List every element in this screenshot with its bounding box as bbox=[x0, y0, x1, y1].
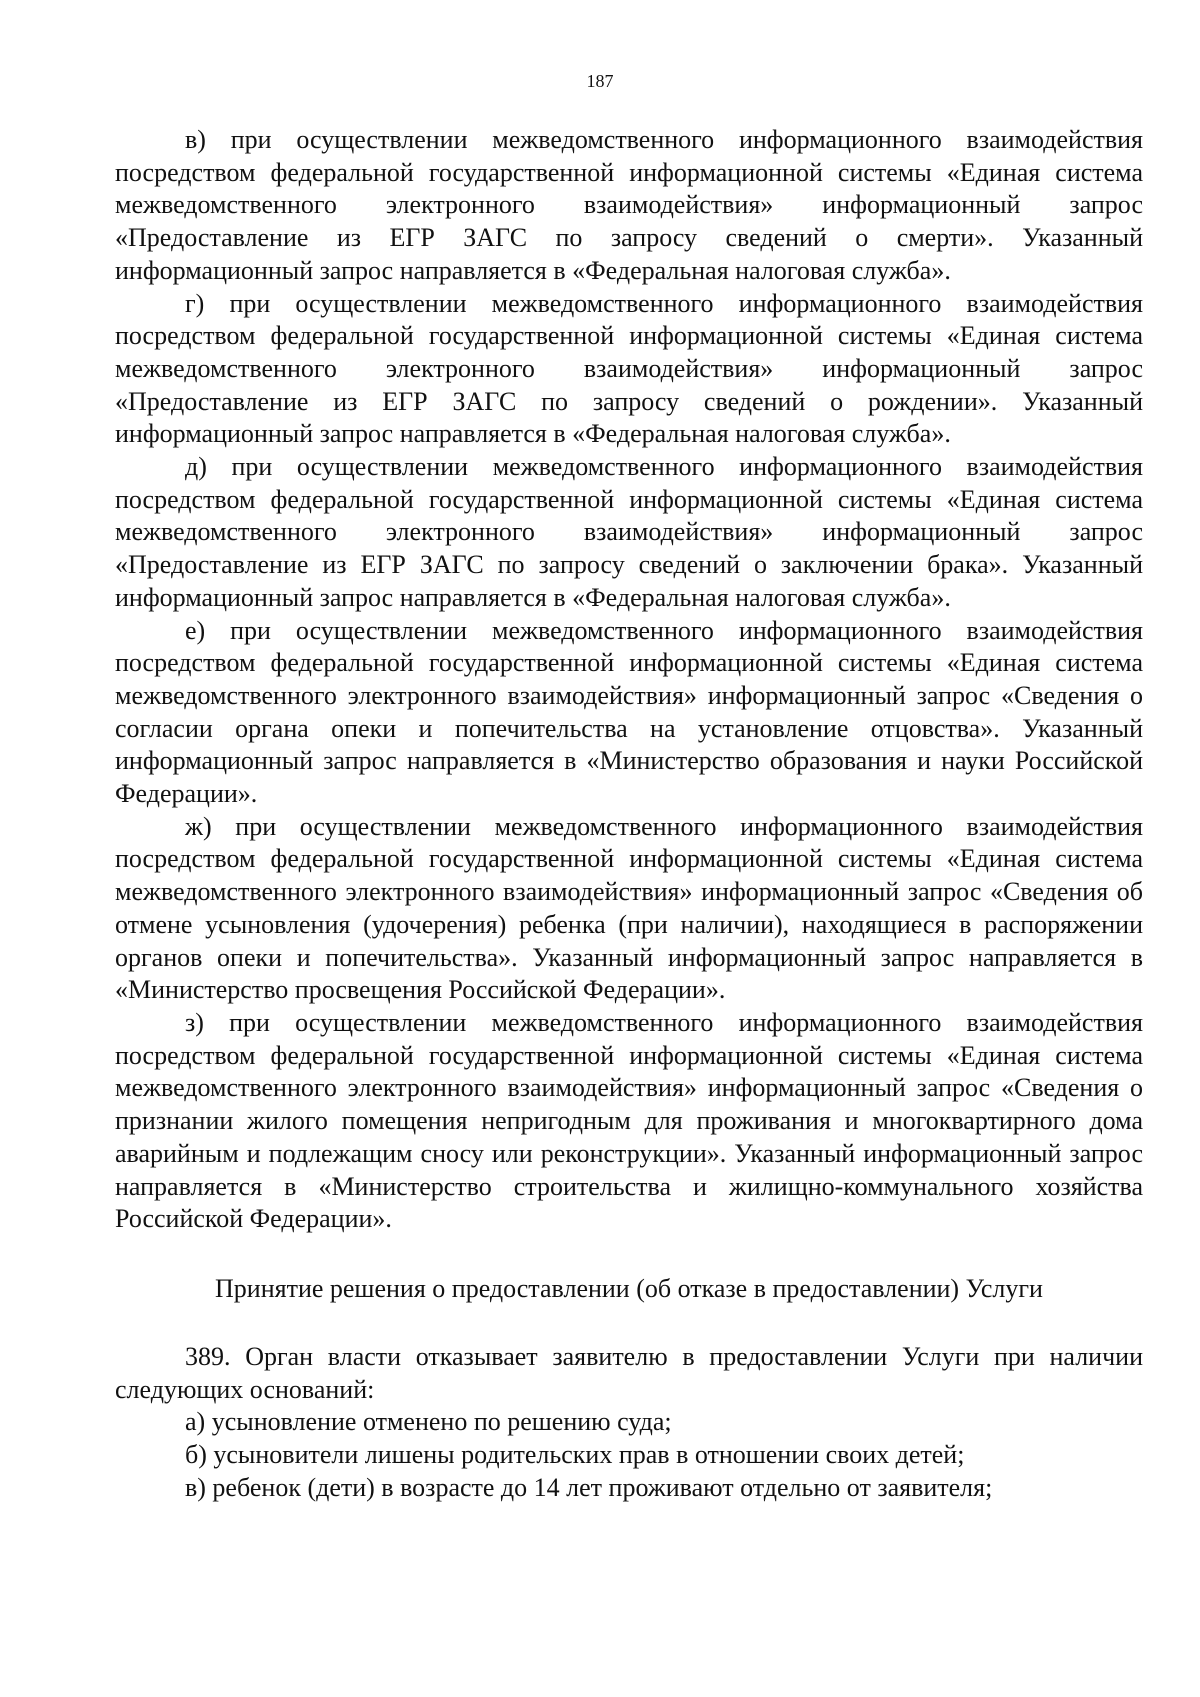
paragraph-z: з) при осуществлении межведомственного информационного взаимодействия посредством федеральной государственной информационной системы «Единая система межведомственного электронного взаимодействия» информационный запрос «Сведения о признании жилого помещения непригодным для проживания и многоквартирного дома аварийным и подлежащим сносу или реконструкции». Указанный информационный запрос направляется в «Министерство строительства и жилищно-коммунального хозяйства Российской Федерации». bbox=[115, 1007, 1143, 1234]
paragraph-e: е) при осуществлении межведомственного информационного взаимодействия посредством федеральной государственной информационной системы «Единая система межведомственного электронного взаимодействия» информационный запрос «Сведения о согласии органа опеки и попечительства на установление отцовства». Указанный информационный запрос направляется в «Министерство образования и науки Российской Федерации». bbox=[115, 615, 1143, 809]
page-number: 187 bbox=[586, 71, 614, 91]
clause-389-item-b: б) усыновители лишены родительских прав в отношении своих детей; bbox=[185, 1440, 965, 1470]
paragraph-g: г) при осуществлении межведомственного информационного взаимодействия посредством федеральной государственной информационной системы «Единая система межведомственного электронного взаимодействия» информационный запрос «Предоставление из ЕГР ЗАГС по запросу сведений о рождении». Указанный информационный запрос направляется в «Федеральная налоговая служба». bbox=[115, 288, 1143, 449]
paragraph-d: д) при осуществлении межведомственного информационного взаимодействия посредством федеральной государственной информационной системы «Единая система межведомственного электронного взаимодействия» информационный запрос «Предоставление из ЕГР ЗАГС по запросу сведений о заключении брака». Указанный информационный запрос направляется в «Федеральная налоговая служба». bbox=[115, 452, 1143, 612]
clause-389: 389. Орган власти отказывает заявителю в предоставлении Услуги при наличии следующих оснований: bbox=[115, 1341, 1143, 1404]
paragraph-v: в) при осуществлении межведомственного информационного взаимодействия посредством федеральной государственной информационной системы «Единая система межведомственного электронного взаимодействия» информационный запрос «Предоставление из ЕГР ЗАГС по запросу сведений о смерти». Указанный информационный запрос направляется в «Федеральная налоговая служба». bbox=[115, 125, 1143, 285]
paragraph-zh: ж) при осуществлении межведомственного информационного взаимодействия посредством федеральной государственной информационной системы «Единая система межведомственного электронного взаимодействия» информационный запрос «Сведения об отмене усыновления (удочерения) ребенка (при наличии), находящиеся в распоряжении органов опеки и попечительства». Указанный информационный запрос направляется в «Министерство просвещения Российской Федерации». bbox=[115, 811, 1143, 1005]
page-body bbox=[115, 124, 1143, 1504]
clause-389-item-v: в) ребенок (дети) в возрасте до 14 лет проживают отдельно от заявителя; bbox=[185, 1472, 993, 1502]
section-heading: Принятие решения о предоставлении (об отказе в предоставлении) Услуги bbox=[215, 1273, 1043, 1303]
clause-389-item-a: а) усыновление отменено по решению суда; bbox=[185, 1407, 672, 1437]
